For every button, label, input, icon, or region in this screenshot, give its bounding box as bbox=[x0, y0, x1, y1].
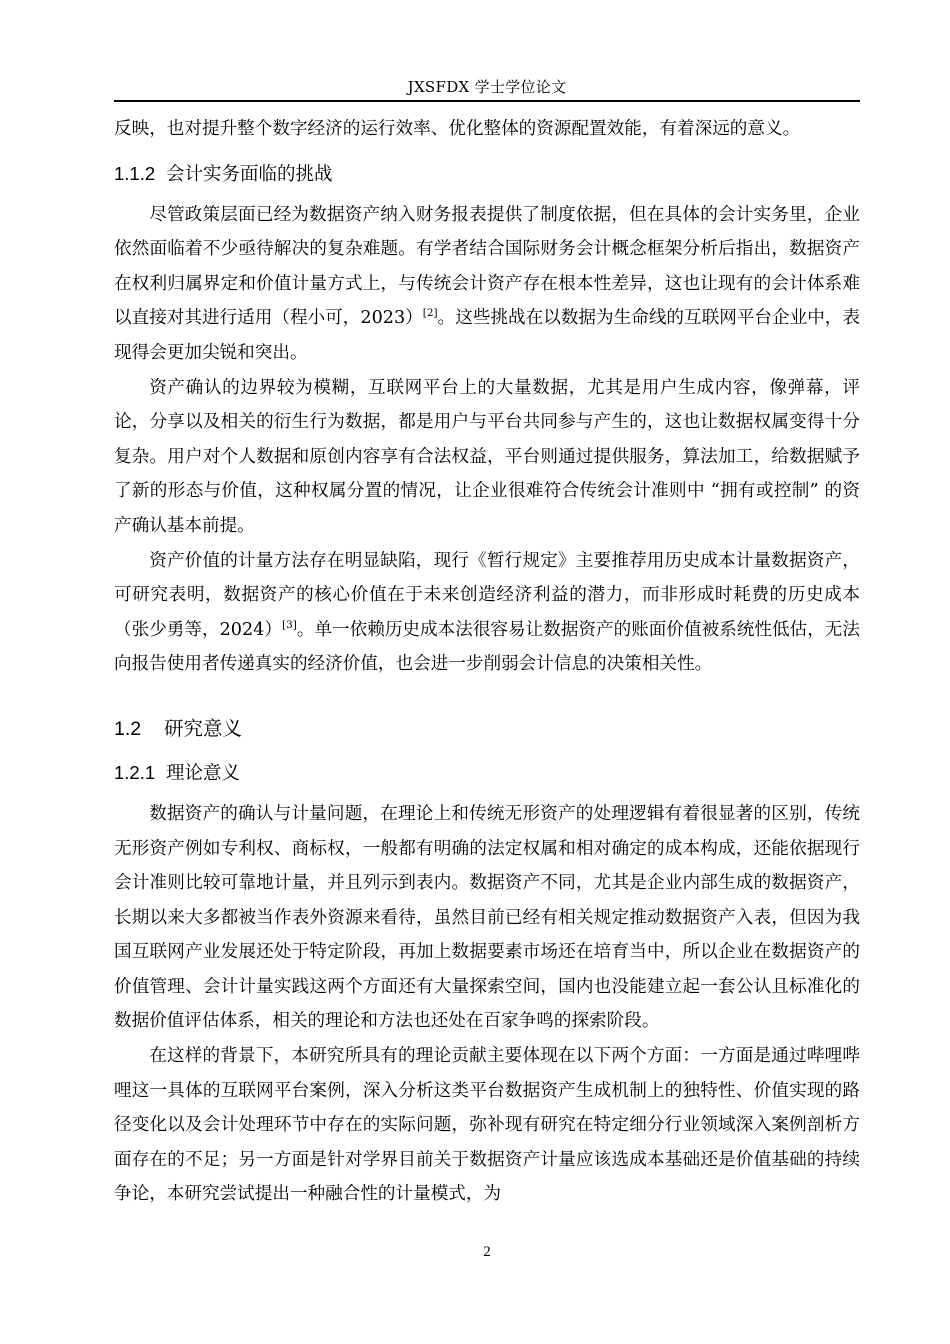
section-number: 1.2.1 bbox=[114, 761, 156, 783]
paragraph-text: 尽管政策层面已经为数据资产纳入财务报表提供了制度依据，但在具体的会计实务里，企业依然面临着不少亟待解决的复杂难题。有学者结合国际财务会计概念框架分析后指出，数据资产在权利归属界定和价值计量方式上，与传统会计资产存在根本性差异，这也让现有的会计体系难以直接对其进行适用（程小可，2023） bbox=[114, 204, 860, 329]
page-body bbox=[114, 112, 860, 1212]
page-number: 2 bbox=[483, 1244, 491, 1260]
paragraph-text: 。单一依赖历史成本法很容易让数据资产的账面价值被系统性低估，无法向报告使用者传递真实的经济价值，也会进一步削弱会计信息的决策相关性。 bbox=[114, 619, 860, 675]
section-title: 研究意义 bbox=[164, 716, 243, 740]
section-number: 1.2 bbox=[114, 717, 142, 740]
section-title: 会计实务面临的挑战 bbox=[166, 163, 333, 185]
header-rule bbox=[114, 100, 860, 102]
section-title: 理论意义 bbox=[166, 762, 241, 784]
paragraph: 数据资产的确认与计量问题，在理论上和传统无形资产的处理逻辑有着很显著的区别，传统无形资产例如专利权、商标权，一般都有明确的法定权属和相对确定的成本构成，还能依据现行会计准则比较可靠地计量，并且列示到表内。数据资产不同，尤其是企业内部生成的数据资产，长期以来大多都被当作表外资源来看待，虽然目前已经有相关规定推动数据资产入表，但因为我国互联网产业发展还处于特定阶段，再加上数据要素市场还在培育当中，所以企业在数据资产的价值管理、会计计量实践这两个方面还有大量探索空间，国内也没能建立起一套公认且标准化的数据价值评估体系，相关的理论和方法也还处在百家争鸣的探索阶段。 bbox=[114, 803, 860, 1032]
section-number: 1.1.2 bbox=[114, 162, 156, 184]
paragraph-text: 。这些挑战在以数据为生命线的互联网平台企业中，表现得会更加尖锐和突出。 bbox=[114, 308, 860, 363]
section-heading-1-2 bbox=[114, 712, 860, 746]
paragraph-text: 资产价值的计量方法存在明显缺陷，现行《暂行规定》主要推荐用历史成本计量数据资产，可研究表明，数据资产的核心价值在于未来创造经济利益的潜力，而非形成时耗费的历史成本（张少勇等，2024） bbox=[114, 550, 860, 640]
paragraph: 在这样的背景下，本研究所具有的理论贡献主要体现在以下两个方面：一方面是通过哔哩哔哩这一具体的互联网平台案例，深入分析这类平台数据资产生成机制上的独特性、价值实现的路径变化以及会计处理环节中存在的实际问题，弥补现有研究在特定细分行业领域深入案例剖析方面存在的不足；另一方面是针对学界目前关于数据资产计量应该选成本基础还是价值基础的持续争论，本研究尝试提出一种融合性的计量模式，为 bbox=[114, 1046, 860, 1205]
citation-ref[interactable]: [3] bbox=[281, 618, 297, 631]
paragraph bbox=[114, 198, 860, 371]
section-heading-1-1-2 bbox=[114, 157, 860, 192]
running-header: JXSFDX 学士学位论文 bbox=[407, 78, 567, 96]
paragraph-continuation: 反映，也对提升整个数字经济的运行效率、优化整体的资源配置效能，有着深远的意义。 bbox=[114, 119, 801, 139]
citation-ref[interactable]: [2] bbox=[422, 307, 438, 320]
paragraph bbox=[114, 544, 860, 682]
paragraph: 资产确认的边界较为模糊，互联网平台上的大量数据，尤其是用户生成内容，像弹幕，评论，分享以及相关的衍生行为数据，都是用户与平台共同参与产生的，这也让数据权属变得十分复杂。用户对个人数据和原创内容享有合法权益，平台则通过提供服务，算法加工，给数据赋予了新的形态与价值，这种权属分置的情况，让企业很难符合传统会计准则中 “拥有或控制” 的资产确认基本前提。 bbox=[114, 377, 860, 536]
section-heading-1-2-1 bbox=[114, 756, 860, 791]
